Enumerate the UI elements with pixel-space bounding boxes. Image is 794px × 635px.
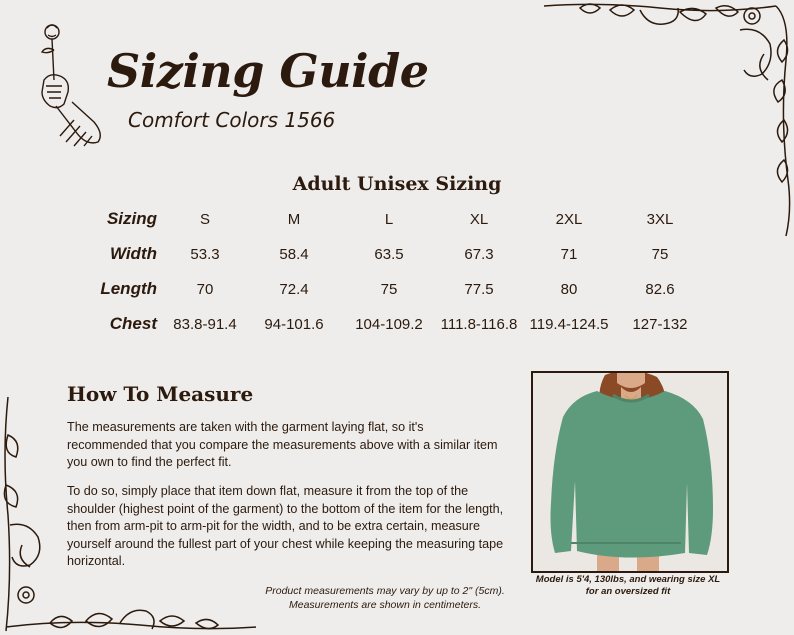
model-photo — [531, 371, 729, 573]
size-table-cell: 75 — [651, 246, 669, 263]
caption-line-2: for an oversized fit — [585, 585, 671, 597]
size-table-cell: 127-132 — [632, 316, 688, 333]
size-table-cell: 2XL — [555, 211, 583, 228]
size-table-cell: 80 — [560, 281, 578, 298]
caption-line-1: Model is 5'4, 130lbs, and wearing size XL — [535, 574, 721, 585]
size-table-cell: 83.8-91.4 — [173, 316, 237, 333]
size-table-cell: 104-109.2 — [355, 316, 423, 333]
hand-with-rose-illustration — [30, 20, 108, 162]
size-table-cell: 67.3 — [464, 246, 494, 263]
row-label-2: Length — [100, 279, 157, 298]
size-table-cell: 63.5 — [374, 246, 404, 263]
corner-ornament-top-right — [540, 0, 794, 240]
page-title: Sizing Guide — [107, 44, 429, 98]
row-label-0: Sizing — [106, 209, 157, 228]
disclaimer-line-1: Product measurements may vary by up to 2" (5cm). — [265, 585, 505, 597]
size-table-cell: 53.3 — [190, 246, 220, 263]
size-table-cell: M — [287, 211, 301, 228]
model-caption — [520, 574, 736, 597]
disclaimer-line-2: Measurements are shown in centimeters. — [289, 598, 481, 611]
size-table-cell: L — [384, 211, 394, 228]
product-subtitle: Comfort Colors 1566 — [128, 108, 336, 132]
how-to-measure-heading: How To Measure — [67, 382, 254, 406]
size-table-cell: 70 — [196, 281, 214, 298]
size-table-cell: 75 — [380, 281, 398, 298]
size-table-cell: 111.8-116.8 — [440, 316, 518, 333]
size-table-cell: 71 — [560, 246, 578, 263]
size-table-cell: XL — [469, 211, 489, 228]
size-table-cell: 94-101.6 — [264, 316, 324, 333]
measurement-disclaimer — [240, 585, 530, 612]
row-label-1: Width — [109, 244, 157, 263]
size-table-cell: 3XL — [646, 211, 674, 228]
size-table-cell: 77.5 — [464, 281, 494, 298]
size-table-cell: 119.4-124.5 — [529, 316, 609, 333]
size-table-heading: Adult Unisex Sizing — [292, 173, 502, 195]
size-table-cell: 82.6 — [645, 281, 675, 298]
measure-paragraph-2: To do so, simply place that item down flat, measure it from the top of the shoulder (highest point of the garment) to the bottom of the item for the length, then from arm-pit to arm-pit for the width, and to be extra certain, measure yourself around the fullest part of your chest while keeping the measuring tape horizontal. — [67, 484, 504, 569]
size-table-cell: S — [199, 211, 210, 228]
size-table-cell: 58.4 — [279, 246, 309, 263]
measure-paragraph-1: The measurements are taken with the garment laying flat, so it's recommended that you compare the measurements above with a similar item you own to find the perfect fit. — [67, 420, 498, 470]
size-table-cell: 72.4 — [279, 281, 309, 298]
model-wearing-sweatshirt-illustration — [533, 373, 727, 571]
row-label-3: Chest — [109, 314, 157, 333]
